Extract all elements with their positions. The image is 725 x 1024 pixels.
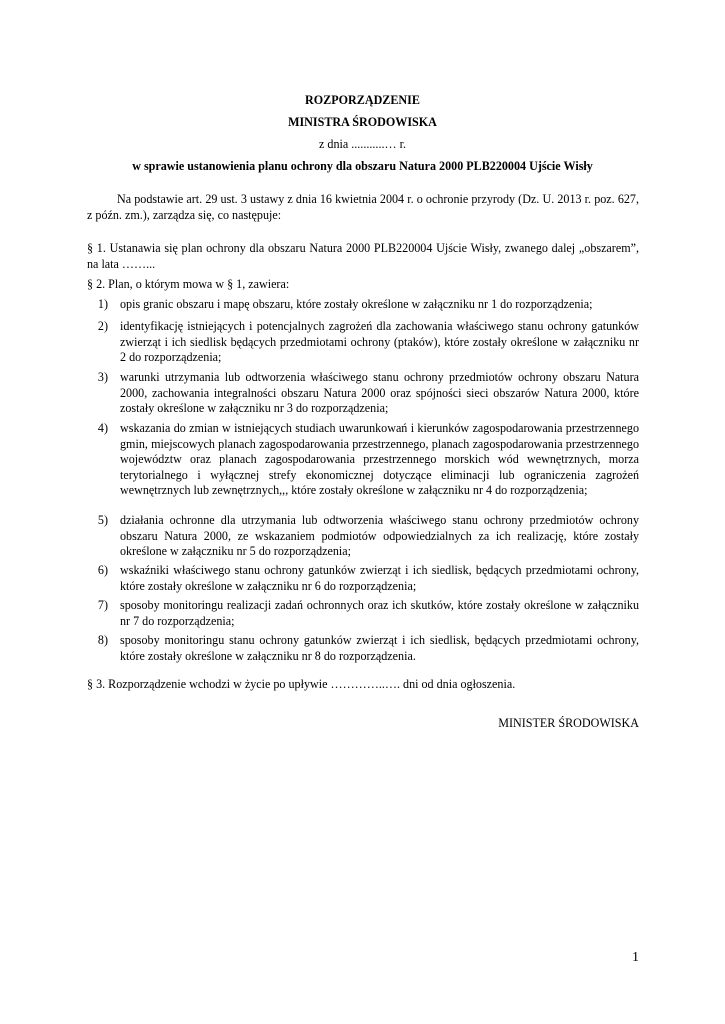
list-item-number: 7)	[97, 598, 108, 612]
page-number: 1	[632, 950, 639, 965]
list-item-text: wskaźniki właściwego stanu ochrony gatunków zwierząt i ich siedlisk, będących przedmiotami ochrony, które zostały określone w załączniku nr 6 do rozporządzenia;	[120, 563, 639, 593]
document-subject: w sprawie ustanowienia planu ochrony dla obszaru Natura 2000 PLB220004 Ujście Wisły	[132, 159, 593, 173]
list-item	[87, 319, 639, 366]
list-item-text: opis granic obszaru i mapę obszaru, które zostały określone w załączniku nr 1 do rozporządzenia;	[120, 297, 593, 311]
list-item-text: wskazania do zmian w istniejących studiach uwarunkowań i kierunków zagospodarowania przestrzennego gmin, miejscowych planach zagospodarowania przestrzennego, planach zagospodarowania przestrzennego województw oraz planach zagospodarowania przestrzennego morskich wód wewnętrznych, morza terytorialnego i wyłącznej strefy ekonomicznej dotyczące eliminacji lub ograniczenia zagrożeń wewnętrznych lub zewnętrznych,,, które zostały określone w załączniku nr 4 do rozporządzenia;	[120, 421, 639, 497]
legal-basis: Na podstawie art. 29 ust. 3 ustawy z dnia 16 kwietnia 2004 r. o ochronie przyrody (Dz. U. 2013 r. poz. 627, z późn. zm.), zarządza się, co następuje:	[87, 192, 639, 222]
signature: MINISTER ŚRODOWISKA	[498, 716, 639, 730]
list-item-number: 2)	[97, 319, 108, 333]
list-item-number: 8)	[97, 633, 108, 647]
paragraph-1: § 1. Ustanawia się plan ochrony dla obszaru Natura 2000 PLB220004 Ujście Wisły, zwanego dalej „obszarem”, na lata ……...	[87, 241, 639, 271]
list-item-text: sposoby monitoringu realizacji zadań ochronnych oraz ich skutków, które zostały określone w załączniku nr 7 do rozporządzenia;	[120, 598, 639, 628]
list-item-number: 4)	[97, 421, 108, 435]
list-item-number: 5)	[97, 513, 108, 527]
list-item	[87, 563, 639, 594]
list-item-text: sposoby monitoringu stanu ochrony gatunków zwierząt i ich siedlisk, będących przedmiotami ochrony, które zostały określone w załączniku nr 8 do rozporządzenia.	[120, 633, 639, 663]
list-item	[87, 297, 639, 313]
list-item-number: 1)	[97, 297, 108, 311]
list-item	[87, 513, 639, 560]
document-date: z dnia ...........… r.	[319, 137, 406, 151]
list-item-text: działania ochronne dla utrzymania lub odtworzenia właściwego stanu ochrony przedmiotów ochrony obszaru Natura 2000, ze wskazaniem podmiotów odpowiedzialnych za ich realizację, które zostały określone w załączniku nr 5 do rozporządzenia;	[120, 513, 639, 558]
list-item	[87, 598, 639, 629]
document-title-line2: MINISTRA ŚRODOWISKA	[288, 115, 437, 129]
list-item-number: 3)	[97, 370, 108, 384]
document-title-line1: ROZPORZĄDZENIE	[305, 93, 420, 107]
paragraph-2-intro: § 2. Plan, o którym mowa w § 1, zawiera:	[87, 277, 290, 291]
list-item-text: warunki utrzymania lub odtworzenia właściwego stanu ochrony przedmiotów ochrony obszaru Natura 2000, zachowania integralności obszaru Natura 2000 oraz spójności sieci obszarów Natura 2000, które zostały określone w załączniku nr 3 do rozporządzenia;	[120, 370, 639, 415]
list-item	[87, 370, 639, 417]
list-item-number: 6)	[97, 563, 108, 577]
paragraph-3: § 3. Rozporządzenie wchodzi w życie po upływie …………..…. dni od dnia ogłoszenia.	[87, 677, 516, 691]
list-item	[87, 633, 639, 664]
list-item-text: identyfikację istniejących i potencjalnych zagrożeń dla zachowania właściwego stanu ochrony gatunków zwierząt i ich siedlisk będących przedmiotami ochrony (ptaków), które zostały określone w załączniku nr 2 do rozporządzenia;	[120, 319, 639, 364]
list-item	[87, 421, 639, 499]
